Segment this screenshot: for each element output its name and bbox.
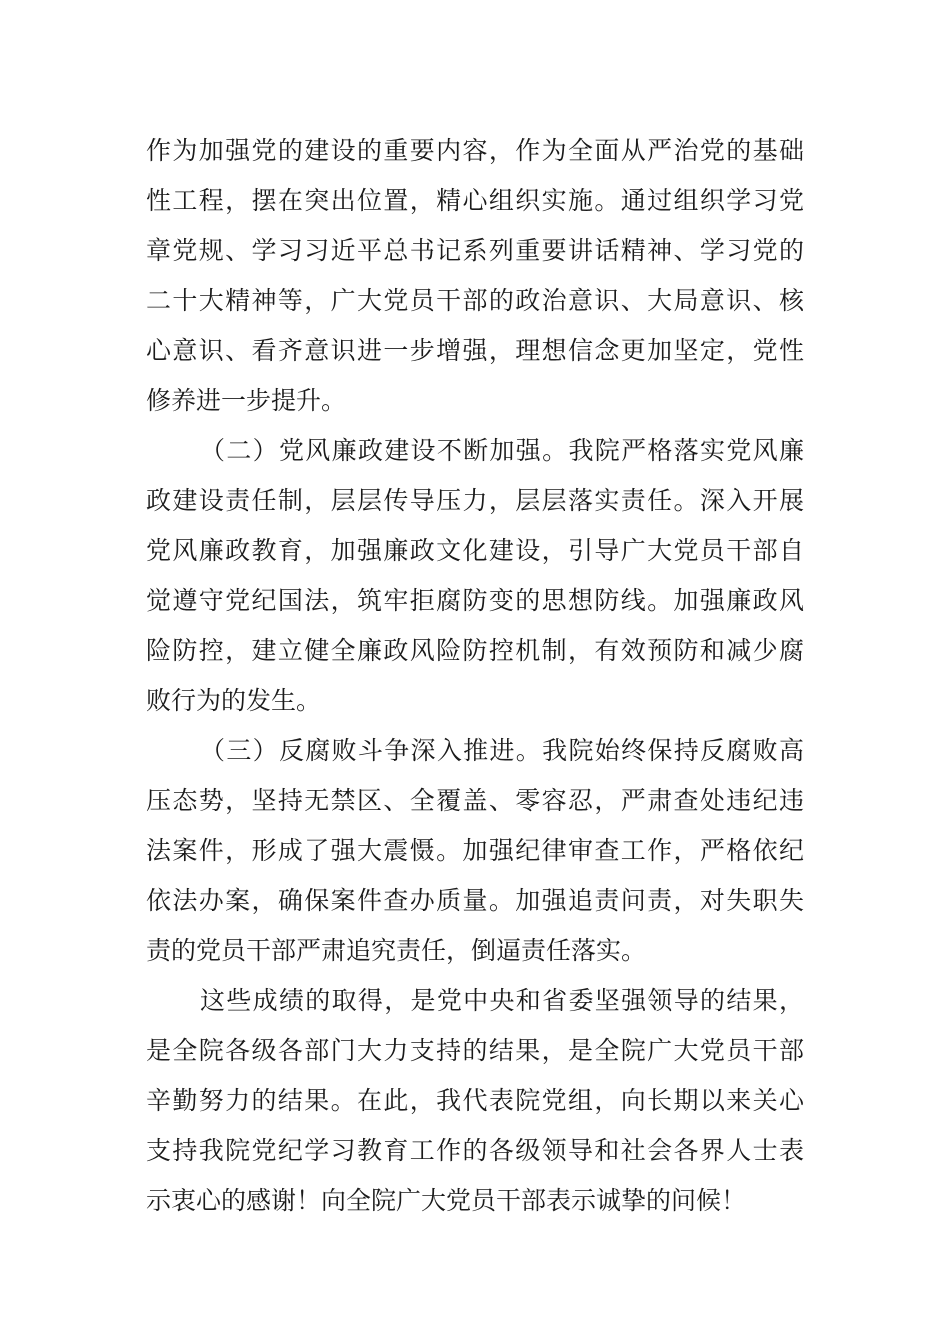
text-line: 章党规、学习习近平总书记系列重要讲话精神、学习党的	[146, 236, 804, 265]
text-line: 这些成绩的取得，是党中央和省委坚强领导的结果，	[200, 986, 804, 1015]
text-line: 压态势，坚持无禁区、全覆盖、零容忍，严肃查处违纪违	[146, 786, 804, 815]
text-line: （三）反腐败斗争深入推进。我院始终保持反腐败高	[200, 736, 804, 765]
text-line: 险防控，建立健全廉政风险防控机制，有效预防和减少腐	[146, 636, 804, 665]
text-line: 依法办案，确保案件查办质量。加强追责问责，对失职失	[146, 886, 804, 915]
text-line: 法案件，形成了强大震慑。加强纪律审查工作，严格依纪	[146, 836, 804, 865]
text-line: 心意识、看齐意识进一步增强，理想信念更加坚定，党性	[146, 336, 804, 365]
text-line: 修养进一步提升。	[146, 386, 347, 415]
text-line: 党风廉政教育，加强廉政文化建设，引导广大党员干部自	[146, 536, 804, 565]
text-line: 责的党员干部严肃追究责任，倒逼责任落实。	[146, 936, 647, 965]
text-line: 二十大精神等，广大党员干部的政治意识、大局意识、核	[146, 286, 804, 315]
text-line: （二）党风廉政建设不断加强。我院严格落实党风廉	[200, 436, 804, 465]
text-line: 辛勤努力的结果。在此，我代表院党组，向长期以来关心	[146, 1086, 804, 1115]
text-line: 政建设责任制，层层传导压力，层层落实责任。深入开展	[146, 486, 804, 515]
text-line: 支持我院党纪学习教育工作的各级领导和社会各界人士表	[146, 1136, 804, 1165]
text-line: 是全院各级各部门大力支持的结果，是全院广大党员干部	[146, 1036, 804, 1065]
text-line: 觉遵守党纪国法，筑牢拒腐防变的思想防线。加强廉政风	[146, 586, 804, 615]
text-line: 败行为的发生。	[146, 686, 322, 715]
text-line: 性工程，摆在突出位置，精心组织实施。通过组织学习党	[146, 186, 804, 215]
text-line: 作为加强党的建设的重要内容，作为全面从严治党的基础	[146, 136, 804, 165]
text-line: 示衷心的感谢！向全院广大党员干部表示诚挚的问候！	[146, 1186, 747, 1215]
